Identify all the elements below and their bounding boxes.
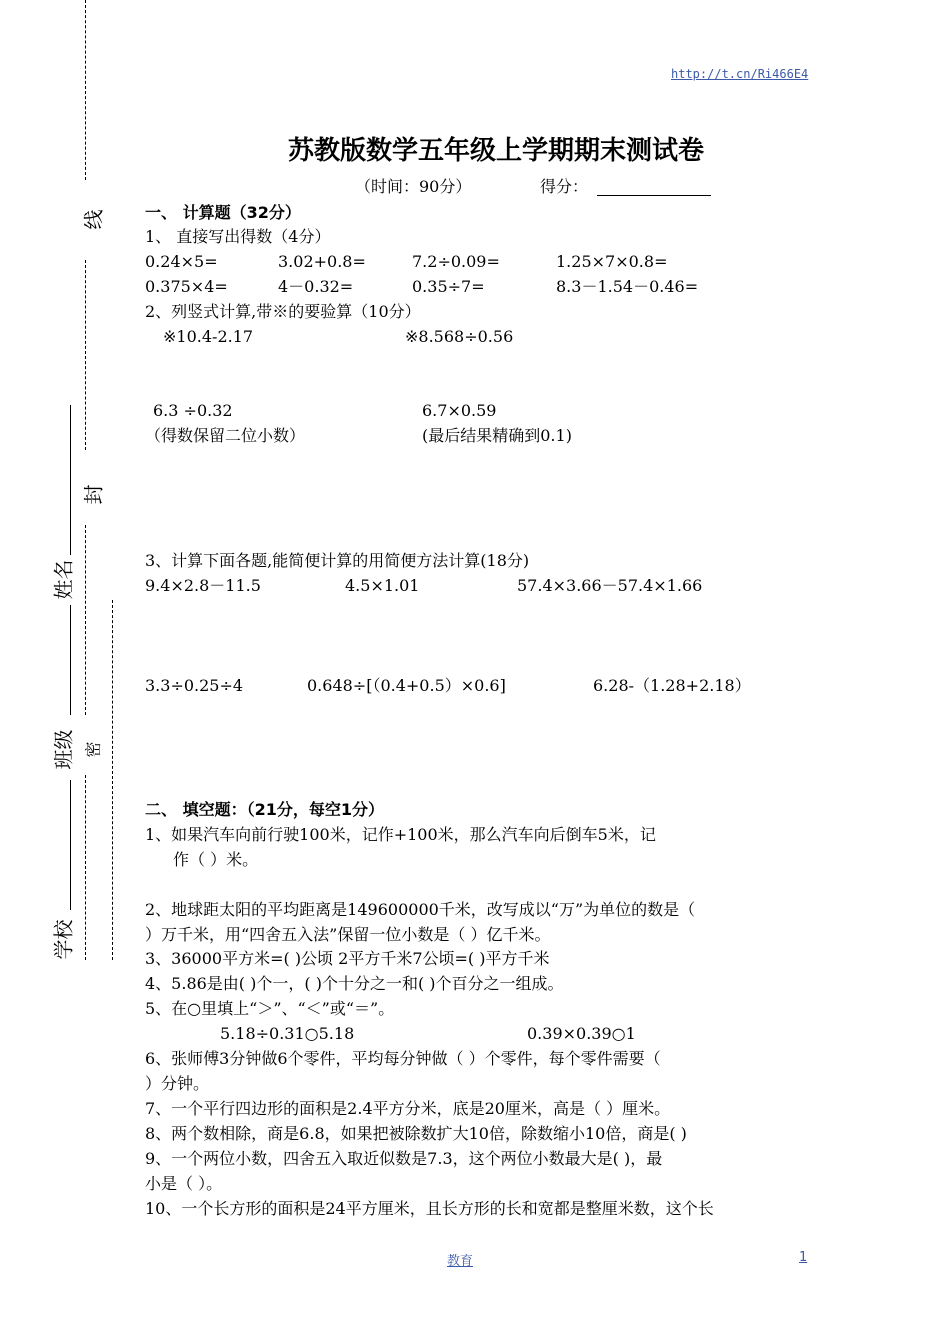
- q3-item: 9.4×2.8－11.5: [145, 576, 261, 595]
- name-label: 姓名: [51, 559, 76, 600]
- q2-note-d: (最后结果精确到0.1): [422, 426, 572, 445]
- school-underline: [70, 780, 71, 910]
- q3-item: 0.648÷[（0.4+0.5）×0.6]: [307, 676, 506, 695]
- binding-dash-4: [85, 775, 86, 960]
- class-label: 班级: [51, 729, 76, 770]
- q2-item-d: 6.7×0.59: [422, 401, 497, 420]
- class-underline: [70, 605, 71, 715]
- page-number: 1: [799, 1250, 808, 1265]
- binding-xian: 线: [81, 209, 106, 230]
- q1-item: 8.3－1.54－0.46=: [556, 277, 699, 296]
- s2-line: 6、张师傅3分钟做6个零件，平均每分钟做（ ）个零件，每个零件需要（: [145, 1049, 661, 1068]
- s2-line: 4、5.86是由( )个一，( )个十分之一和( )个百分之一组成。: [145, 974, 564, 993]
- binding-feng: 封: [81, 484, 106, 505]
- binding-dash-2: [85, 260, 86, 450]
- s2-compare-a: 5.18÷0.31○5.18: [220, 1024, 355, 1043]
- s2-line: ）分钟。: [145, 1074, 210, 1093]
- s2-compare-b: 0.39×0.39○1: [527, 1024, 636, 1043]
- binding-dash-3: [85, 525, 86, 715]
- binding-mi: 密: [83, 741, 103, 758]
- s2-line: 10、一个长方形的面积是24平方厘米，且长方形的长和宽都是整厘米数，这个长: [145, 1199, 714, 1218]
- q2-note-c: （得数保留二位小数）: [145, 426, 306, 445]
- q1-item: 0.375×4=: [145, 277, 228, 296]
- page-title: 苏教版数学五年级上学期期末测试卷: [288, 136, 705, 166]
- s2-line: ）万千米，用“四舍五入法”保留一位小数是（ ）亿千米。: [145, 925, 551, 944]
- s2-line: 8、两个数相除，商是6.8，如果把被除数扩大10倍，除数缩小10倍，商是( ): [145, 1124, 687, 1143]
- q2-item-b: ※8.568÷0.56: [405, 327, 514, 346]
- school-label: 学校: [51, 919, 76, 960]
- binding-dash-1: [85, 0, 86, 180]
- s2-line: 3、36000平方米=( )公顷 2平方千米7公顷=( )平方千米: [145, 949, 550, 968]
- q2-title: 2、列竖式计算,带※的要验算（10分）: [145, 302, 421, 321]
- binding-dash-5: [112, 600, 113, 960]
- q2-item-c: 6.3 ÷0.32: [153, 401, 233, 420]
- q2-item-a: ※10.4-2.17: [163, 327, 254, 346]
- time-label: （时间：90分）: [355, 177, 472, 196]
- q1-item: 4－0.32=: [278, 277, 354, 296]
- q3-item: 4.5×1.01: [345, 576, 420, 595]
- s2-line: 作（ ）米。: [173, 850, 259, 869]
- score-label: 得分：: [540, 177, 589, 196]
- q1-item: 7.2÷0.09=: [412, 252, 500, 271]
- s2-line: 7、一个平行四边形的面积是2.4平方分米，底是20厘米，高是（ ）厘米。: [145, 1099, 671, 1118]
- q1-title: 1、 直接写出得数（4分）: [145, 227, 331, 246]
- s2-line: 小是（ ）。: [145, 1174, 223, 1193]
- q1-item: 1.25×7×0.8=: [556, 252, 668, 271]
- s2-line: 9、一个两位小数，四舍五入取近似数是7.3，这个两位小数最大是( )，最: [145, 1149, 663, 1168]
- s2-line: 2、地球距太阳的平均距离是149600000千米，改写成以“万”为单位的数是（: [145, 900, 696, 919]
- s2-line: 1、如果汽车向前行驶100米，记作+100米，那么汽车向后倒车5米，记: [145, 825, 656, 844]
- name-underline: [70, 405, 71, 555]
- q1-item: 0.35÷7=: [412, 277, 485, 296]
- footer-link[interactable]: 教育: [447, 1254, 474, 1269]
- score-blank: [597, 195, 711, 196]
- q1-item: 3.02+0.8=: [278, 252, 366, 271]
- section2-heading: 二、 填空题：（21分，每空1分）: [145, 800, 384, 819]
- q3-item: 57.4×3.66－57.4×1.66: [517, 576, 703, 595]
- s2-line: 5、在○里填上“＞”、“＜”或“＝”。: [145, 999, 395, 1018]
- header-link[interactable]: http://t.cn/Ri466E4: [671, 67, 809, 81]
- q3-item: 6.28-（1.28+2.18）: [593, 676, 751, 695]
- q3-item: 3.3÷0.25÷4: [145, 676, 244, 695]
- section1-heading: 一、 计算题（32分）: [145, 203, 301, 222]
- q1-item: 0.24×5=: [145, 252, 218, 271]
- q3-title: 3、计算下面各题,能简便计算的用简便方法计算(18分): [145, 551, 530, 570]
